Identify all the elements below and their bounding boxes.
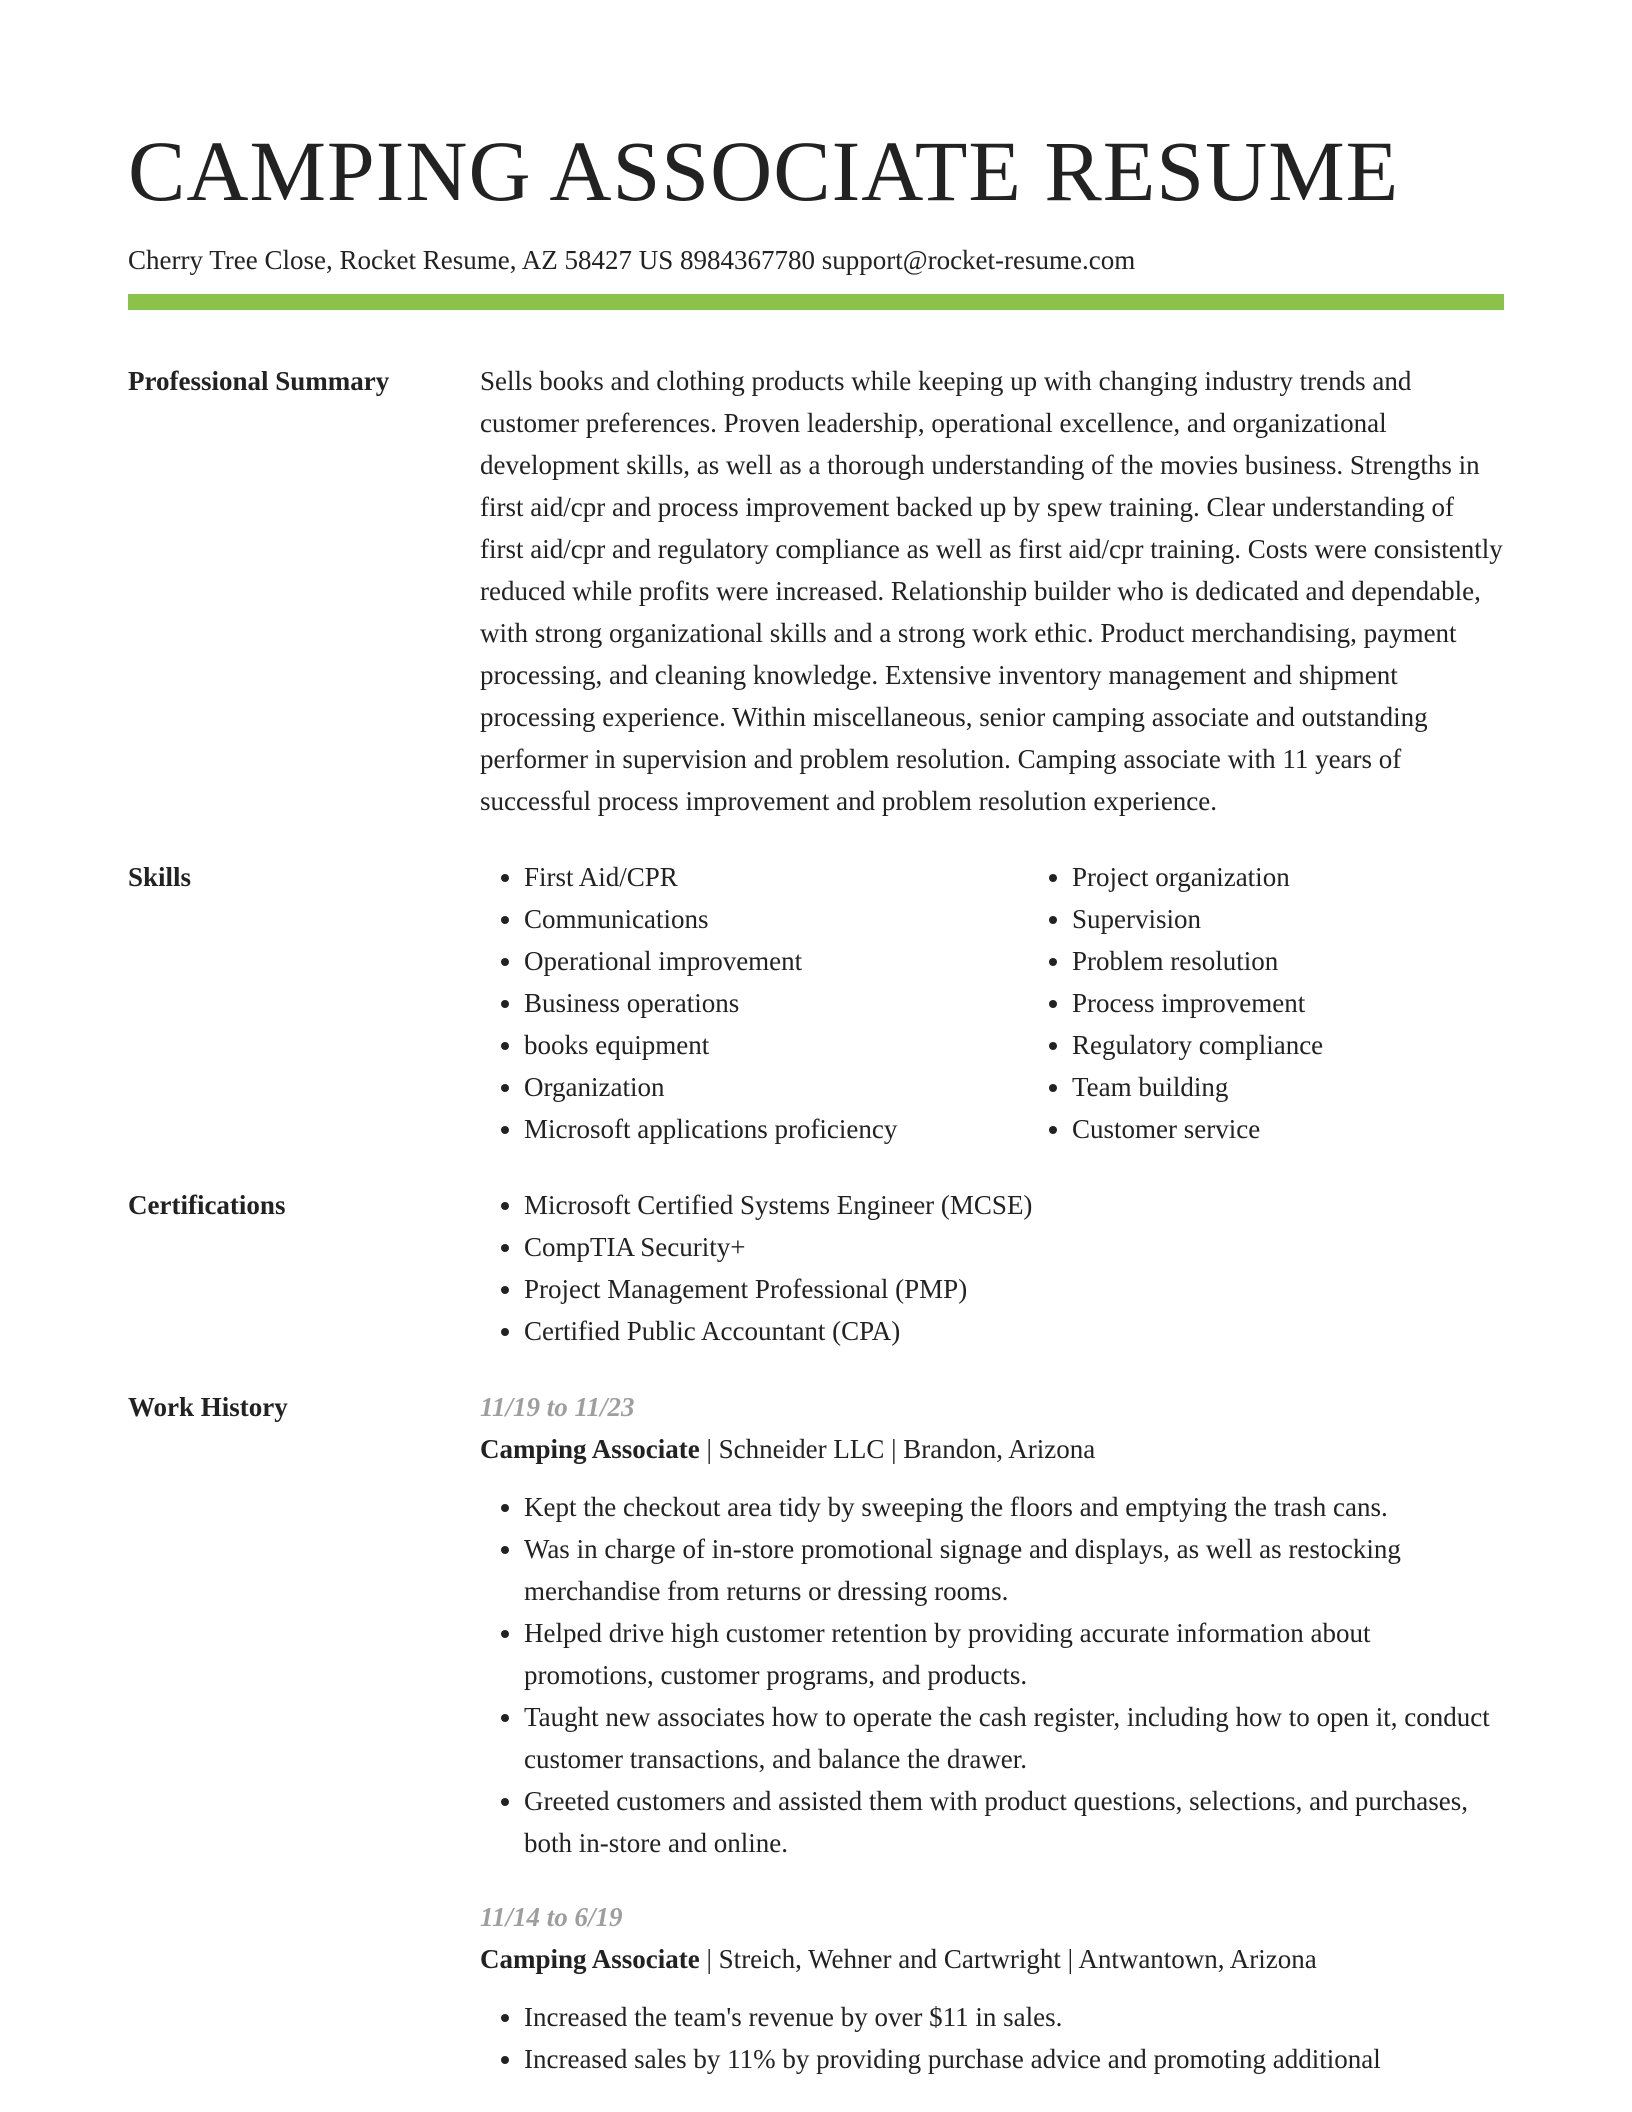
job-dates: 11/19 to 11/23 — [480, 1392, 635, 1423]
job-duties-list — [480, 1996, 1504, 2080]
job-duties-list — [480, 1486, 1504, 1864]
professional-summary-section — [128, 360, 1504, 822]
skill-item: • Organization — [524, 1066, 1028, 1108]
job-employer-location: | Schneider LLC | Brandon, Arizona — [699, 1434, 1096, 1465]
job-duty: • Taught new associates how to operate the cash register, including how to open it, conduct customer transactions, and balance the drawer. — [524, 1696, 1504, 1780]
summary-text: Sells books and clothing products while keeping up with changing industry trends and customer preferences. Proven leadership, operational excellence, and organizational development skills, as well as a thorough understanding of the movies business. Strengths in first aid/cpr and process improvement backed up by spew training. Clear understanding of first aid/cpr and regulatory compliance as well as first aid/cpr training. Costs were consistently reduced while profits were increased. Relationship builder who is dedicated and dependable, with strong organizational skills and a strong work ethic. Product merchandising, payment processing, and cleaning knowledge. Extensive inventory management and shipment processing experience. Within miscellaneous, senior camping associate and outstanding performer in supervision and problem resolution. Camping associate with 11 years of successful process improvement and problem resolution experience. — [480, 366, 1503, 817]
job-duty: • Increased sales by 11% by providing purchase advice and promoting additional — [524, 2038, 1504, 2080]
job-duty: • Was in charge of in-store promotional signage and displays, as well as restocking merchandise from returns or dressing rooms. — [524, 1528, 1504, 1612]
skills-list-right — [1028, 856, 1504, 1150]
job-entry — [480, 1386, 1504, 1864]
section-heading: Certifications — [128, 1190, 286, 1221]
skill-item: • Project organization — [1072, 856, 1504, 898]
skill-item: • Customer service — [1072, 1108, 1504, 1150]
skill-item: • books equipment — [524, 1024, 1028, 1066]
accent-divider — [128, 294, 1504, 310]
resume-title: CAMPING ASSOCIATE RESUME — [128, 123, 1400, 219]
skill-item: • Supervision — [1072, 898, 1504, 940]
job-employer-location: | Streich, Wehner and Cartwright | Antwantown, Arizona — [699, 1944, 1317, 1975]
certifications-list — [480, 1184, 1504, 1352]
section-heading: Professional Summary — [128, 366, 390, 397]
skill-item: • Communications — [524, 898, 1028, 940]
skills-section — [128, 856, 1504, 1150]
contact-line: Cherry Tree Close, Rocket Resume, AZ 58427 US 8984367780 support@rocket-resume.com — [128, 245, 1136, 275]
certification-item: • Certified Public Accountant (CPA) — [524, 1310, 1504, 1352]
skill-item: • First Aid/CPR — [524, 856, 1028, 898]
job-dates: 11/14 to 6/19 — [480, 1902, 623, 1933]
skill-item: • Problem resolution — [1072, 940, 1504, 982]
job-duty: • Kept the checkout area tidy by sweeping the floors and emptying the trash cans. — [524, 1486, 1504, 1528]
certification-item: • CompTIA Security+ — [524, 1226, 1504, 1268]
certification-item: • Project Management Professional (PMP) — [524, 1268, 1504, 1310]
skill-item: • Microsoft applications proficiency — [524, 1108, 1028, 1150]
certifications-section — [128, 1184, 1504, 1352]
skill-item: • Operational improvement — [524, 940, 1028, 982]
skills-list-left — [480, 856, 1028, 1150]
job-title: Camping Associate — [480, 1944, 700, 1975]
job-title-line — [480, 1428, 1504, 1470]
job-duty: • Helped drive high customer retention by providing accurate information about promotions, customer programs, and products. — [524, 1612, 1504, 1696]
certification-item: • Microsoft Certified Systems Engineer (MCSE) — [524, 1184, 1504, 1226]
section-heading: Work History — [128, 1392, 288, 1423]
work-history-section — [128, 1386, 1504, 2080]
skill-item: • Process improvement — [1072, 982, 1504, 1024]
skill-item: • Team building — [1072, 1066, 1504, 1108]
skill-item: • Business operations — [524, 982, 1028, 1024]
job-entry — [480, 1896, 1504, 2080]
job-duty: • Greeted customers and assisted them with product questions, selections, and purchases, both in-store and online. — [524, 1780, 1504, 1864]
section-heading: Skills — [128, 862, 192, 893]
skill-item: • Regulatory compliance — [1072, 1024, 1504, 1066]
job-title: Camping Associate — [480, 1434, 700, 1465]
job-title-line — [480, 1938, 1504, 1980]
job-duty: • Increased the team's revenue by over $11 in sales. — [524, 1996, 1504, 2038]
